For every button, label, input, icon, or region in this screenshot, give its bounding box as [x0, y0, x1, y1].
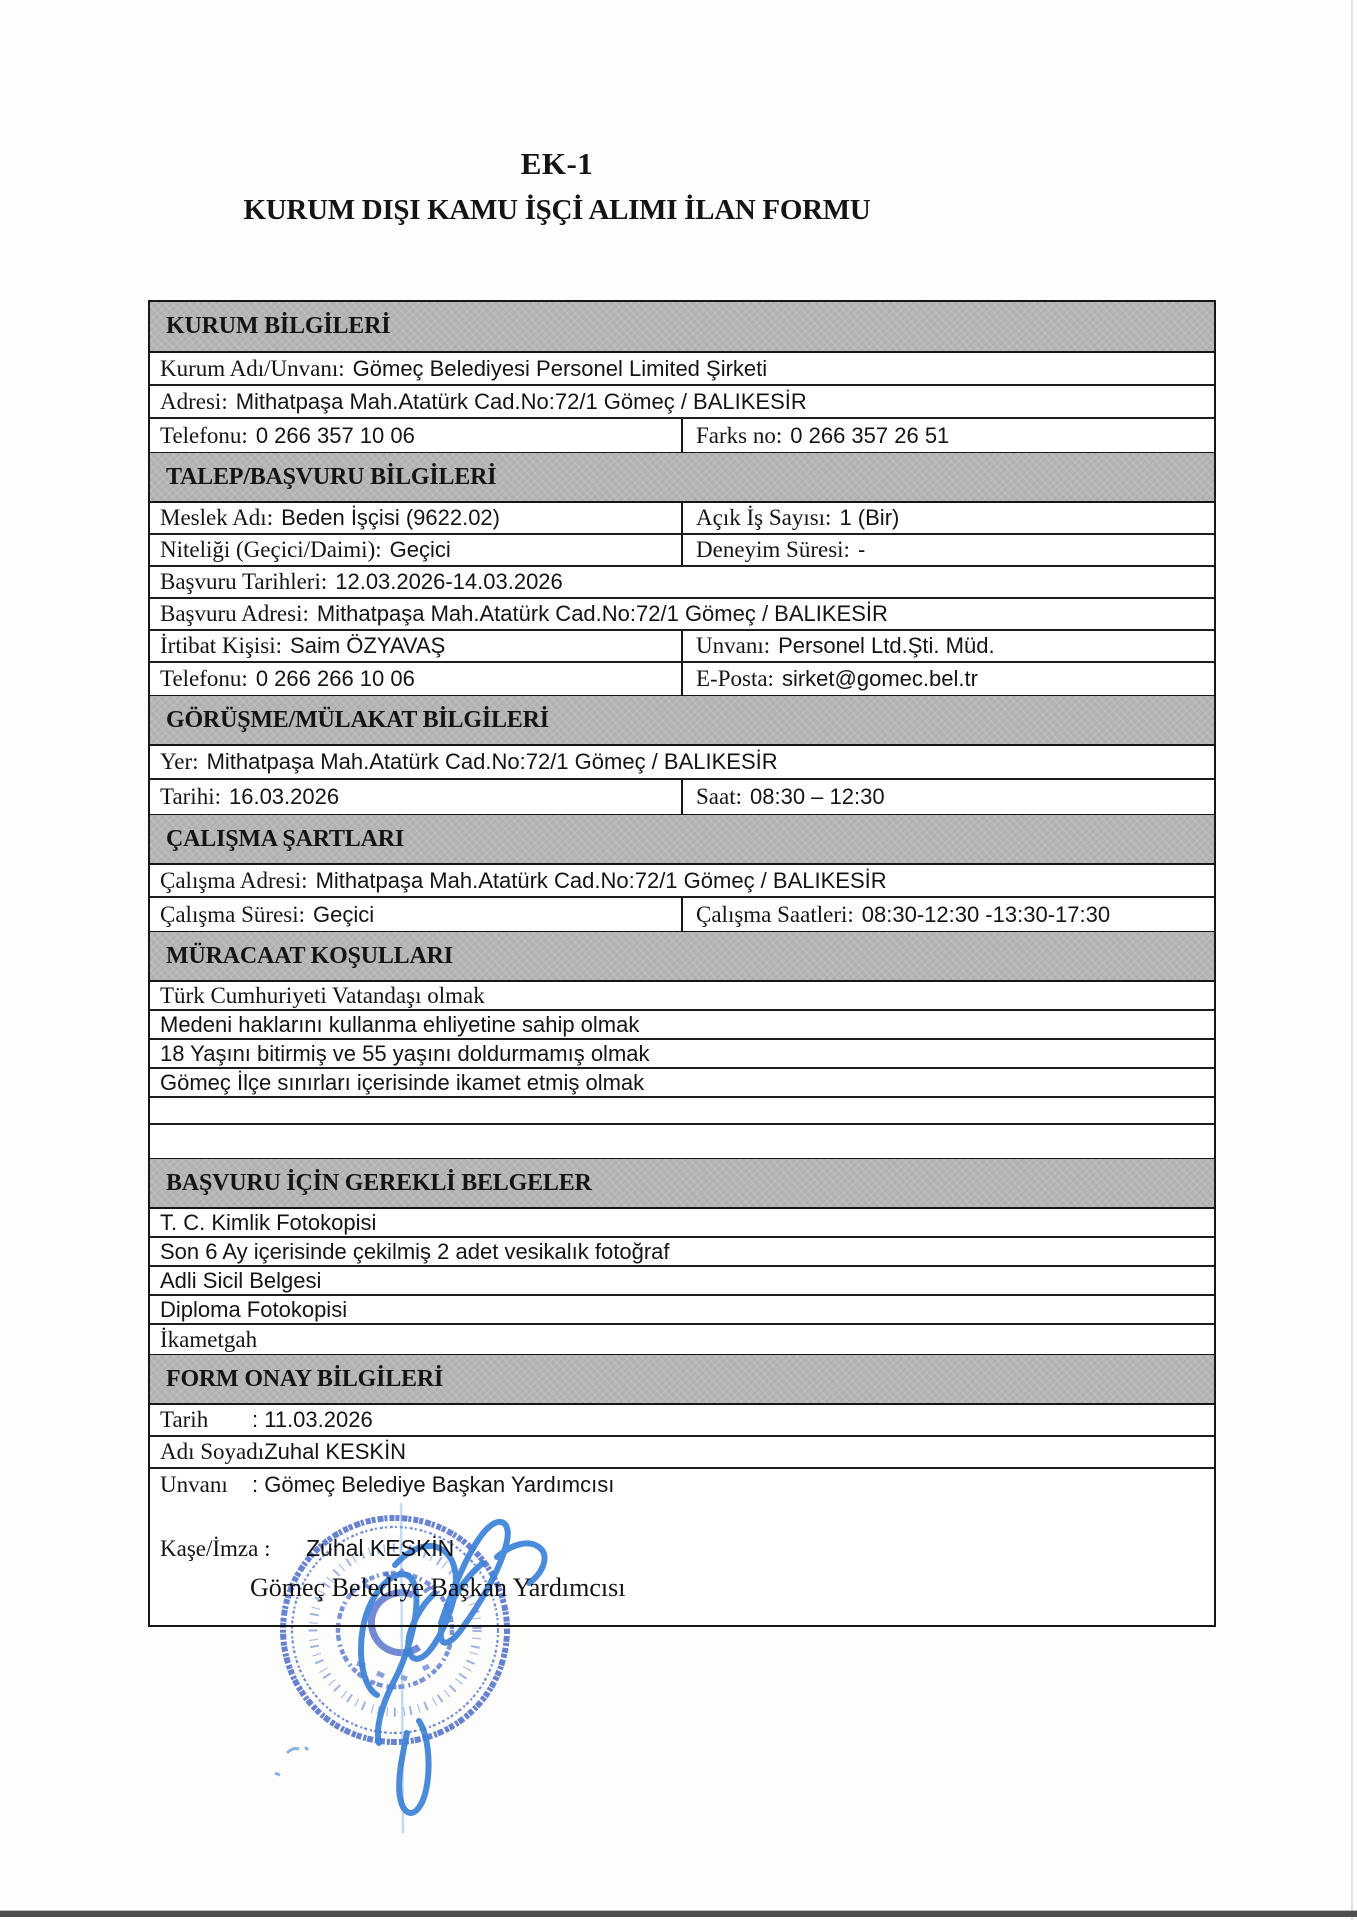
field-value: : 11.03.2026: [252, 1407, 373, 1432]
section-header-gorusme: GÖRÜŞME/MÜLAKAT BİLGİLERİ: [150, 695, 1214, 746]
form-cell: [150, 746, 1214, 778]
form-row: [150, 419, 1214, 452]
form-cell: [683, 419, 1214, 452]
form-row: [150, 865, 1214, 898]
signer-title: Gömeç Belediye Başkan Yardımcısı: [250, 1573, 626, 1602]
form-row: [150, 1238, 1214, 1267]
form-cell: [683, 780, 1214, 814]
form-cell: [150, 599, 1214, 629]
cell-text: T. C. Kimlik Fotokopisi: [160, 1209, 377, 1235]
form-cell: [150, 1405, 1214, 1435]
section-header-kurum: KURUM BİLGİLERİ: [150, 302, 1214, 353]
form-cell: [150, 780, 683, 814]
field-value: 16.03.2026: [228, 784, 340, 809]
form-row: [150, 1098, 1214, 1125]
field-value: sirket@gomec.bel.tr: [781, 666, 978, 691]
form-cell: [150, 1040, 1214, 1067]
document-title-block: [0, 140, 1114, 233]
cell-text: Adli Sicil Belgesi: [160, 1267, 322, 1293]
form-cell: [150, 982, 1214, 1009]
form-cell: [150, 1469, 1214, 1501]
field-value: : Zuhal KESKİN: [252, 1439, 407, 1464]
cell-text: Gömeç İlçe sınırları içerisinde ikamet etmiş olmak: [160, 1069, 645, 1095]
field-value: Mithatpaşa Mah.Atatürk Cad.No:72/1 Gömeç / BALIKESİR: [235, 388, 807, 414]
form-row: [150, 746, 1214, 780]
form-row: [150, 1209, 1214, 1238]
stamp-signature-block: [150, 1501, 1214, 1625]
form-cell: [150, 1267, 1214, 1294]
page-subtitle: KURUM DIŞI KAMU İŞÇİ ALIMI İLAN FORMU: [243, 194, 871, 227]
field-value: : Gömeç Belediye Başkan Yardımcısı: [252, 1472, 615, 1497]
field-label: Yer:: [160, 749, 199, 774]
field-label: Farks no:: [696, 422, 783, 448]
form-cell: [150, 1296, 1214, 1323]
form-row: [150, 1125, 1214, 1158]
form-cell: [150, 503, 683, 533]
field-label: Çalışma Süresi:: [160, 901, 306, 927]
form-row: [150, 631, 1214, 663]
page-title: EK-1: [520, 146, 594, 181]
field-label: Meslek Adı:: [160, 505, 274, 530]
form-row: [150, 1296, 1214, 1325]
form-row: [150, 1405, 1214, 1437]
form-cell: [150, 1069, 1214, 1096]
field-label: Çalışma Saatleri:: [696, 901, 854, 927]
field-label: İrtibat Kişisi:: [160, 633, 283, 658]
field-value: 0 266 357 10 06: [255, 422, 415, 448]
section-header-calisma: ÇALIŞMA ŞARTLARI: [150, 814, 1214, 865]
scan-page-bottom-edge: [0, 1911, 1357, 1917]
form-cell: [150, 663, 683, 695]
cell-text: İkametgah: [160, 1326, 258, 1352]
form-cell: [150, 1098, 1214, 1123]
field-label: Saat:: [696, 784, 742, 809]
form-cell: [150, 419, 683, 452]
field-label: Unvanı:: [696, 633, 771, 658]
form-cell: [150, 1011, 1214, 1038]
field-label: Unvanı: [160, 1472, 228, 1497]
form-row: [150, 1011, 1214, 1040]
field-value: -: [857, 537, 866, 562]
form-cell: [683, 503, 1214, 533]
field-label: Niteliği (Geçici/Daimi):: [160, 537, 382, 562]
form-cell: [150, 1209, 1214, 1236]
field-value: Geçici: [313, 901, 375, 927]
field-value: Beden İşçisi (9622.02): [281, 505, 500, 530]
field-label: Tarihi:: [160, 784, 221, 809]
form-row: [150, 503, 1214, 535]
signer-name: Zuhal KESKİN: [306, 1535, 455, 1561]
form-cell: [150, 865, 1214, 896]
form-cell: [150, 631, 683, 661]
field-value: 08:30-12:30 -13:30-17:30: [861, 901, 1111, 927]
form-row: [150, 982, 1214, 1011]
section-header-belgeler: BAŞVURU İÇİN GEREKLİ BELGELER: [150, 1158, 1214, 1209]
field-label: Kurum Adı/Unvanı:: [160, 355, 345, 381]
cell-text: Medeni haklarını kullanma ehliyetine sahip olmak: [160, 1011, 640, 1037]
form-row: [150, 599, 1214, 631]
field-label: Başvuru Tarihleri:: [160, 569, 328, 594]
form-row: [150, 535, 1214, 567]
field-value: Personel Ltd.Şti. Müd.: [778, 633, 995, 658]
field-value: Mithatpaşa Mah.Atatürk Cad.No:72/1 Gömeç / BALIKESİR: [315, 867, 887, 893]
form-cell: [150, 1125, 1214, 1158]
stamp-signature-label: Kaşe/İmza :: [160, 1536, 271, 1561]
cell-text: Türk Cumhuriyeti Vatandaşı olmak: [160, 982, 485, 1008]
field-value: Saim ÖZYAVAŞ: [290, 633, 446, 658]
field-label: Açık İş Sayısı:: [696, 505, 832, 530]
field-value: Gömeç Belediyesi Personel Limited Şirketi: [352, 355, 768, 381]
form-cell: [150, 567, 1214, 597]
section-header-talep: TALEP/BAŞVURU BİLGİLERİ: [150, 452, 1214, 503]
form-cell: [150, 1325, 1214, 1354]
form-cell: [683, 898, 1214, 931]
form-cell: [683, 663, 1214, 695]
field-label: Adresi:: [160, 388, 228, 414]
form-row: [150, 663, 1214, 695]
form-row: [150, 1040, 1214, 1069]
form-row: [150, 567, 1214, 599]
form-row: [150, 780, 1214, 814]
field-value: Mithatpaşa Mah.Atatürk Cad.No:72/1 Gömeç / BALIKESİR: [316, 601, 888, 626]
form-row: [150, 1437, 1214, 1469]
field-value: 08:30 – 12:30: [750, 784, 885, 809]
field-label: Çalışma Adresi:: [160, 867, 308, 893]
field-label: Tarih: [160, 1407, 209, 1432]
section-header-muracaat: MÜRACAAT KOŞULLARI: [150, 931, 1214, 982]
field-value: 0 266 266 10 06: [255, 666, 415, 691]
form-row: [150, 898, 1214, 931]
field-label: Adı Soyadı: [160, 1439, 265, 1464]
field-value: Geçici: [389, 537, 451, 562]
field-label: E-Posta:: [696, 666, 774, 691]
form-row: [150, 386, 1214, 419]
form-row: [150, 1069, 1214, 1098]
form-cell: [150, 1437, 1214, 1467]
form-cell: [150, 386, 1214, 417]
form-cell: [150, 898, 683, 931]
form-row: [150, 1325, 1214, 1354]
form-cell: [683, 535, 1214, 565]
form-row: [150, 1267, 1214, 1296]
field-label: Telefonu:: [160, 422, 248, 448]
form-cell: [150, 535, 683, 565]
field-label: Deneyim Süresi:: [696, 537, 850, 562]
cell-text: Son 6 Ay içerisinde çekilmiş 2 adet vesikalık fotoğraf: [160, 1238, 670, 1264]
field-value: Mithatpaşa Mah.Atatürk Cad.No:72/1 Gömeç / BALIKESİR: [206, 749, 778, 774]
form-row: [150, 353, 1214, 386]
scan-page-right-edge: [1351, 0, 1353, 1920]
field-label: Başvuru Adresi:: [160, 601, 309, 626]
section-header-onay: FORM ONAY BİLGİLERİ: [150, 1354, 1214, 1405]
form-cell: [150, 1238, 1214, 1265]
cell-text: Diploma Fotokopisi: [160, 1296, 348, 1322]
stray-ink-marks: [275, 1747, 308, 1775]
form-table: [148, 300, 1216, 1627]
field-label: Telefonu:: [160, 666, 248, 691]
form-row: [150, 1469, 1214, 1501]
field-value: 1 (Bir): [839, 505, 900, 530]
field-value: 0 266 357 26 51: [790, 422, 950, 448]
field-value: 12.03.2026-14.03.2026: [335, 569, 563, 594]
form-cell: [150, 353, 1214, 384]
form-cell: [683, 631, 1214, 661]
cell-text: 18 Yaşını bitirmiş ve 55 yaşını doldurmamış olmak: [160, 1040, 650, 1066]
